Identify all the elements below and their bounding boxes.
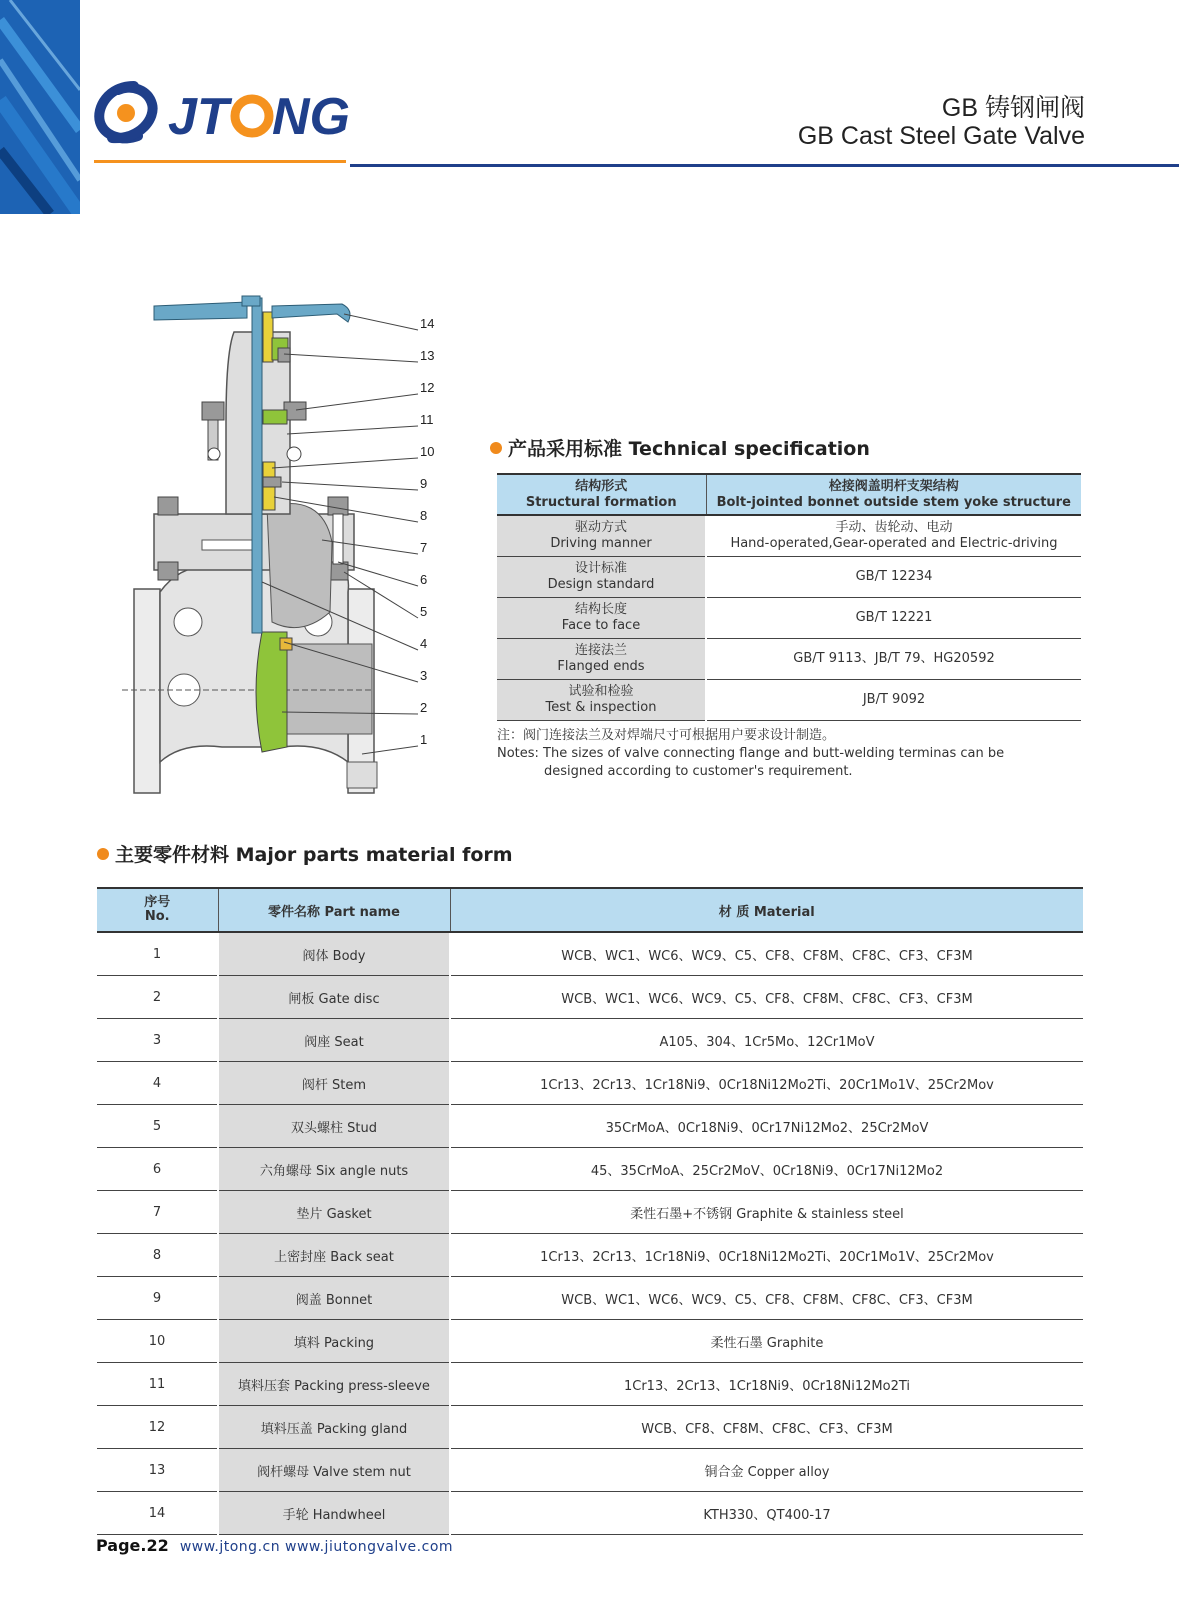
part-number-label: 2 [420, 700, 428, 715]
spec-value-en: Hand-operated,Gear-operated and Electric-driving [730, 536, 1058, 551]
part-number-label: 13 [420, 348, 435, 363]
part-name: 垫片 Gasket [218, 1191, 450, 1234]
spec-value [706, 680, 1081, 721]
table-row [97, 932, 1083, 976]
spec-label-en: Flanged ends [557, 659, 645, 674]
part-no: 14 [97, 1492, 218, 1535]
spec-label-en: Design standard [547, 577, 655, 592]
part-name: 填料压盖 Packing gland [218, 1406, 450, 1449]
valve-diagram [122, 292, 462, 812]
table-row [97, 1492, 1083, 1535]
spec-row [497, 557, 1081, 598]
spec-label-en: Face to face [561, 618, 641, 633]
part-material: KTH330、QT400-17 [450, 1492, 1083, 1535]
parts-table [97, 887, 1083, 1535]
part-number-label: 6 [420, 572, 428, 587]
part-name: 阀座 Seat [218, 1019, 450, 1062]
bullet-dot-icon [97, 848, 109, 860]
part-no: 9 [97, 1277, 218, 1320]
part-number-label: 11 [420, 412, 434, 427]
header-rule [350, 164, 1179, 167]
logo-underline [94, 160, 346, 163]
spec-label-cn: 试验和检验 [568, 684, 634, 699]
svg-text:NG: NG [272, 88, 350, 146]
part-name: 手轮 Handwheel [218, 1492, 450, 1535]
tech-spec-title: 产品采用标准 Technical specification [490, 434, 870, 461]
spec-value-cn: 栓接阀盖明杆支架结构 [828, 478, 959, 494]
parts-header-row [97, 888, 1083, 932]
table-row [97, 1320, 1083, 1363]
part-no: 4 [97, 1062, 218, 1105]
part-no: 12 [97, 1406, 218, 1449]
table-row [97, 1449, 1083, 1492]
footer-urls: www.jtong.cn www.jiutongvalve.com [179, 1539, 454, 1555]
part-name: 六角螺母 Six angle nuts [218, 1148, 450, 1191]
table-row [97, 1062, 1083, 1105]
header-no: 序号 No. [97, 888, 218, 932]
part-material: 1Cr13、2Cr13、1Cr18Ni9、0Cr18Ni12Mo2Ti [450, 1363, 1083, 1406]
spec-label [497, 474, 706, 515]
spec-row [497, 474, 1081, 515]
spec-label-en: Driving manner [550, 536, 652, 551]
part-material: WCB、CF8、CF8M、CF8C、CF3、CF3M [450, 1406, 1083, 1449]
part-material: 35CrMoA、0Cr18Ni9、0Cr17Ni12Mo2、25Cr2MoV [450, 1105, 1083, 1148]
spec-row [497, 598, 1081, 639]
logo-mark-icon [99, 86, 152, 138]
tech-spec-table [497, 473, 1081, 721]
corner-graphic [0, 0, 80, 214]
spec-row [497, 515, 1081, 557]
spec-label-en: Structural formation [525, 494, 677, 510]
table-row [97, 1234, 1083, 1277]
part-name: 填料压套 Packing press-sleeve [218, 1363, 450, 1406]
spec-value-en: JB/T 9092 [862, 692, 926, 707]
part-material: 45、35CrMoA、25Cr2MoV、0Cr18Ni9、0Cr17Ni12Mo2 [450, 1148, 1083, 1191]
part-number-label: 9 [420, 476, 428, 491]
spec-value-en: GB/T 9113、JB/T 79、HG20592 [793, 651, 995, 666]
page-number: Page.22 [96, 1536, 169, 1555]
page-title-cn: GB 铸钢闸阀 [941, 94, 1085, 122]
part-material: WCB、WC1、WC6、WC9、C5、CF8、CF8M、CF8C、CF3、CF3M [450, 976, 1083, 1019]
spec-value-en: GB/T 12221 [855, 610, 933, 625]
spec-label [497, 557, 706, 598]
spec-label-cn: 结构长度 [574, 602, 627, 617]
part-no: 11 [97, 1363, 218, 1406]
spec-label-cn: 驱动方式 [574, 520, 627, 535]
note-en-2: designed according to customer's requirement. [544, 764, 853, 779]
logo-text: JT [168, 88, 229, 146]
page-footer [96, 1536, 453, 1555]
spec-label [497, 598, 706, 639]
company-logo [94, 78, 354, 148]
part-name: 闸板 Gate disc [218, 976, 450, 1019]
table-row [97, 1105, 1083, 1148]
part-material: WCB、WC1、WC6、WC9、C5、CF8、CF8M、CF8C、CF3、CF3M [450, 1277, 1083, 1320]
header-part-name: 零件名称 Part name [218, 888, 450, 932]
spec-value [706, 639, 1081, 680]
spec-label [497, 515, 706, 557]
part-material: WCB、WC1、WC6、WC9、C5、CF8、CF8M、CF8C、CF3、CF3M [450, 932, 1083, 976]
table-row [97, 1277, 1083, 1320]
part-number-label: 1 [420, 732, 428, 747]
spec-label-cn: 连接法兰 [574, 643, 627, 658]
bullet-dot-icon [490, 442, 502, 454]
table-row [97, 1019, 1083, 1062]
spec-value [706, 474, 1081, 515]
spec-row [497, 680, 1081, 721]
spec-label [497, 639, 706, 680]
table-row [97, 1406, 1083, 1449]
part-no: 5 [97, 1105, 218, 1148]
spec-note [497, 727, 1004, 781]
part-no: 8 [97, 1234, 218, 1277]
table-row [97, 976, 1083, 1019]
note-en-1: Notes: The sizes of valve connecting flange and butt-welding terminas can be [497, 746, 1005, 761]
part-no: 1 [97, 932, 218, 976]
table-row [97, 1148, 1083, 1191]
spec-value-en: GB/T 12234 [855, 569, 933, 584]
part-material: 铜合金 Copper alloy [450, 1449, 1083, 1492]
part-no: 6 [97, 1148, 218, 1191]
parts-title: 主要零件材料 Major parts material form [97, 840, 513, 867]
part-name: 填料 Packing [218, 1320, 450, 1363]
part-name: 阀杆 Stem [218, 1062, 450, 1105]
part-material: 柔性石墨 Graphite [450, 1320, 1083, 1363]
part-name: 上密封座 Back seat [218, 1234, 450, 1277]
spec-value [706, 598, 1081, 639]
part-material: 1Cr13、2Cr13、1Cr18Ni9、0Cr18Ni12Mo2Ti、20Cr1Mo1V、25Cr2Mov [450, 1234, 1083, 1277]
spec-value-en: Bolt-jointed bonnet outside stem yoke structure [716, 494, 1071, 510]
table-row [97, 1191, 1083, 1234]
part-material: 柔性石墨+不锈钢 Graphite & stainless steel [450, 1191, 1083, 1234]
part-number-label: 14 [420, 316, 435, 331]
part-name: 阀盖 Bonnet [218, 1277, 450, 1320]
page-title-en: GB Cast Steel Gate Valve [797, 122, 1085, 150]
note-cn: 注：阀门连接法兰及对焊端尺寸可根据用户要求设计制造。 [497, 728, 836, 743]
header-material: 材 质 Material [450, 888, 1083, 932]
spec-value [706, 557, 1081, 598]
part-no: 7 [97, 1191, 218, 1234]
part-number-label: 4 [420, 636, 428, 651]
spec-label [497, 680, 706, 721]
spec-label-cn: 结构形式 [575, 478, 628, 494]
part-name: 阀杆螺母 Valve stem nut [218, 1449, 450, 1492]
spec-label-cn: 设计标准 [574, 561, 627, 576]
part-material: 1Cr13、2Cr13、1Cr18Ni9、0Cr18Ni12Mo2Ti、20Cr1Mo1V、25Cr2Mov [450, 1062, 1083, 1105]
part-number-label: 5 [420, 604, 428, 619]
table-row [97, 1363, 1083, 1406]
part-no: 3 [97, 1019, 218, 1062]
spec-label-en: Test & inspection [545, 700, 657, 715]
spec-value [706, 515, 1081, 557]
part-material: A105、304、1Cr5Mo、12Cr1MoV [450, 1019, 1083, 1062]
part-no: 10 [97, 1320, 218, 1363]
part-name: 双头螺柱 Stud [218, 1105, 450, 1148]
part-number-label: 8 [420, 508, 428, 523]
part-number-label: 12 [420, 380, 435, 395]
part-name: 阀体 Body [218, 932, 450, 976]
part-number-label: 7 [420, 540, 428, 555]
spec-value-cn: 手动、齿轮动、电动 [835, 520, 953, 535]
spec-row [497, 639, 1081, 680]
part-number-label: 10 [420, 444, 435, 459]
part-no: 13 [97, 1449, 218, 1492]
part-number-label: 3 [420, 668, 428, 683]
part-no: 2 [97, 976, 218, 1019]
